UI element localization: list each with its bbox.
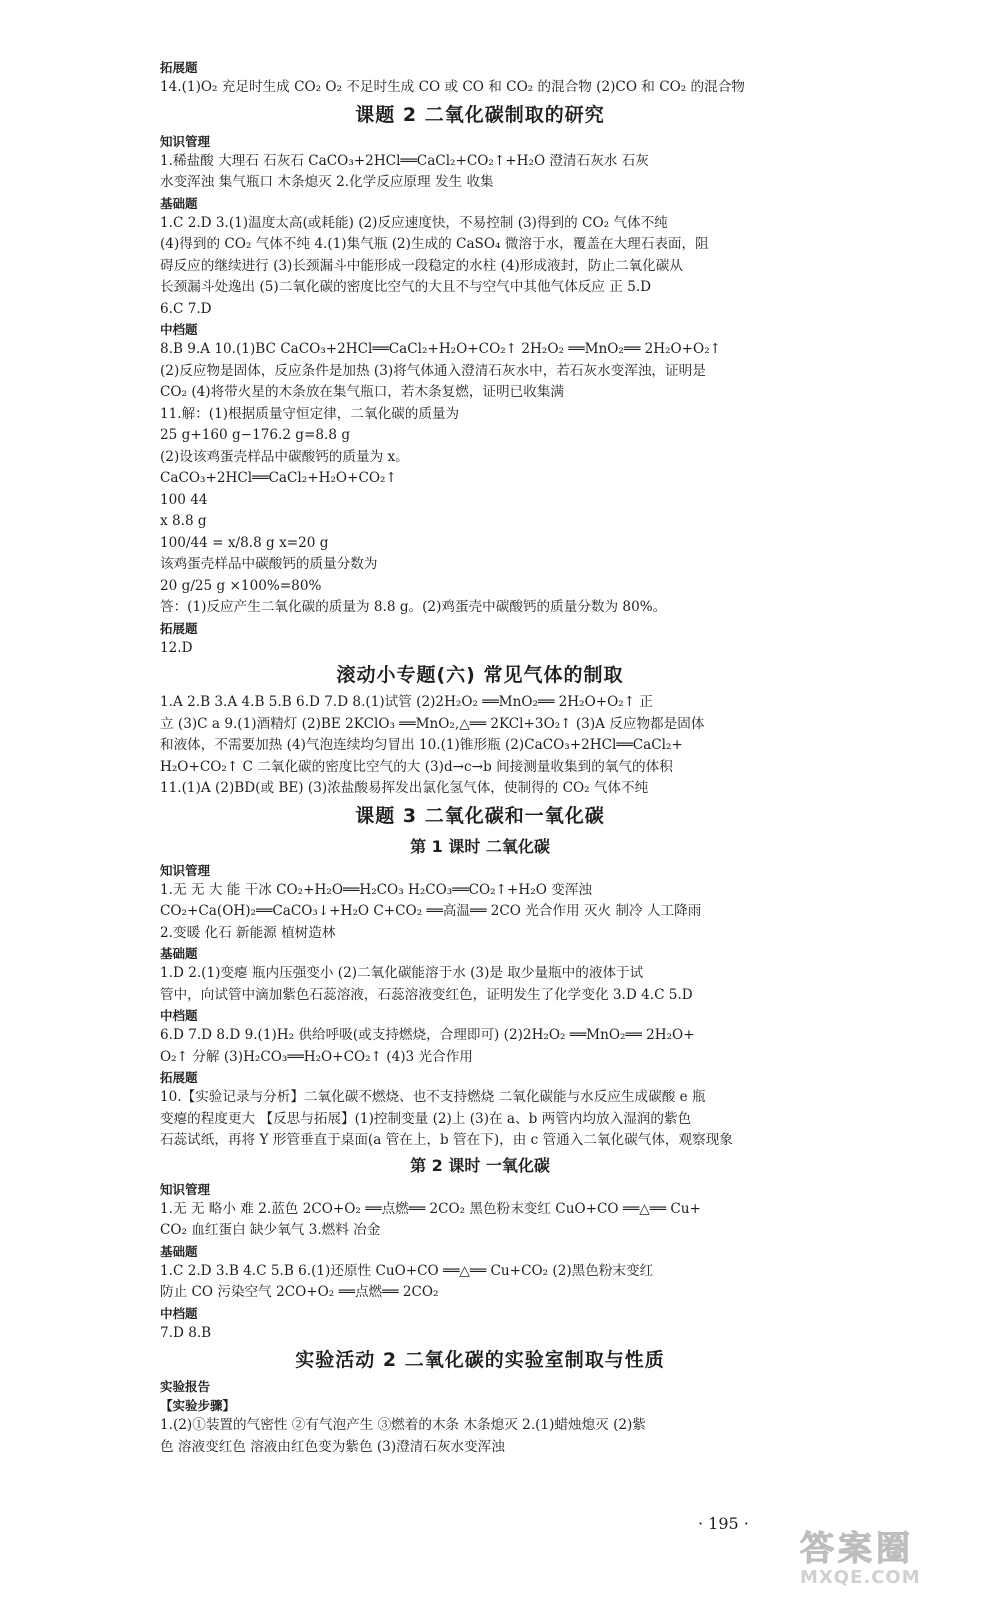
answer-line: 变瘪的程度更大 【反思与拓展】(1)控制变量 (2)上 (3)在 a、b 两管内均放入湿润的紫色 <box>160 1110 692 1127</box>
answer-line: x 8.8 g <box>160 513 207 529</box>
lesson-title: 滚动小专题(六) 常见气体的制取 <box>336 664 624 686</box>
answer-line: 11.解：(1)根据质量守恒定律，二氧化碳的质量为 <box>160 405 460 422</box>
lesson-title: 实验活动 2 二氧化碳的实验室制取与性质 <box>295 1349 665 1371</box>
watermark-bottom-text: MXQE.COM <box>800 1567 921 1588</box>
section-label: 中档题 <box>160 322 198 337</box>
period-title: 第 1 课时 二氧化碳 <box>410 836 550 856</box>
answer-line: 25 g+160 g−176.2 g=8.8 g <box>160 427 351 443</box>
lesson-title: 课题 2 二氧化碳制取的研究 <box>355 103 605 126</box>
answer-line: 1.C 2.D 3.(1)温度太高(或耗能) (2)反应速度快，不易控制 (3)得到的 CO₂ 气体不纯 <box>160 214 668 231</box>
section-label: 知识管理 <box>160 133 211 149</box>
page-number: · 195 · <box>698 1514 749 1533</box>
answer-line: 该鸡蛋壳样品中碳酸钙的质量分数为 <box>160 556 378 572</box>
section-label: 中档题 <box>160 1305 198 1321</box>
answer-line: 1.D 2.(1)变瘪 瓶内压强变小 (2)二氧化碳能溶于水 (3)是 取少量瓶中的液体于试 <box>160 965 644 981</box>
section-label: 知识管理 <box>160 862 211 878</box>
section-label: 基础题 <box>160 1243 198 1259</box>
answer-line: 石蕊试纸，再将 Y 形管垂直于桌面(a 管在上，b 管在下)，由 c 管通入二氧化碳气体，观察现象 <box>160 1132 733 1148</box>
answer-line: CO₂ (4)将带火星的木条放在集气瓶口，若木条复燃，证明已收集满 <box>160 384 565 400</box>
answer-line: 100 44 <box>160 491 208 508</box>
answer-line: 1.A 2.B 3.A 4.B 5.B 6.D 7.D 8.(1)试管 (2)2H₂O₂ ══MnO₂══ 2H₂O+O₂↑ 正 <box>160 694 654 710</box>
answer-line: 1.稀盐酸 大理石 石灰石 CaCO₃+2HCl══CaCl₂+CO₂↑+H₂O 澄清石灰水 石灰 <box>160 152 649 169</box>
lesson-title: 课题 3 二氧化碳和一氧化碳 <box>355 804 605 827</box>
answer-line: 1.C 2.D 3.B 4.C 5.B 6.(1)还原性 CuO+CO ══△══ Cu+CO₂ (2)黑色粉末变红 <box>160 1262 654 1279</box>
answer-line: 1.无 无 大 能 干冰 CO₂+H₂O══H₂CO₃ H₂CO₃══CO₂↑+H₂O 变浑浊 <box>160 881 592 898</box>
section-label: 【实验步骤】 <box>160 1398 236 1413</box>
answer-line: 色 溶液变红色 溶液由红色变为紫色 (3)澄清石灰水变浑浊 <box>160 1438 505 1455</box>
section-label: 中档题 <box>160 1008 198 1023</box>
answer-line: 和液体，不需要加热 (4)气泡连续均匀冒出 10.(1)锥形瓶 (2)CaCO₃+2HCl══CaCl₂+ <box>160 737 683 753</box>
answer-line: H₂O+CO₂↑ C 二氧化碳的密度比空气的大 (3)d→c→b 间接测量收集到的氧气的体积 <box>160 758 673 775</box>
answer-line: 立 (3)C a 9.(1)酒精灯 (2)BE 2KClO₃ ══MnO₂,△══ 2KCl+3O₂↑ (3)A 反应物都是固体 <box>160 715 705 732</box>
answer-line: 1.无 无 略小 难 2.蓝色 2CO+O₂ ══点燃══ 2CO₂ 黑色粉末变红 CuO+CO ══△══ Cu+ <box>160 1200 701 1217</box>
answer-line: (2)设该鸡蛋壳样品中碳酸钙的质量为 x。 <box>160 448 409 465</box>
answer-line: 10.【实验记录与分析】二氧化碳不燃烧、也不支持燃烧 二氧化碳能与水反应生成碳酸 e 瓶 <box>160 1089 706 1105</box>
answer-line: 管中，向试管中滴加紫色石蕊溶液，石蕊溶液变红色，证明发生了化学变化 3.D 4.C 5.D <box>160 986 693 1003</box>
answer-line: CaCO₃+2HCl══CaCl₂+H₂O+CO₂↑ <box>160 470 397 486</box>
answer-line: 8.B 9.A 10.(1)BC CaCO₃+2HCl══CaCl₂+H₂O+CO₂↑ 2H₂O₂ ══MnO₂══ 2H₂O+O₂↑ <box>160 341 722 357</box>
answer-line: (4)得到的 CO₂ 气体不纯 4.(1)集气瓶 (2)生成的 CaSO₄ 微溶于水，覆盖在大理石表面，阻 <box>160 236 709 252</box>
section-label: 拓展题 <box>160 620 198 636</box>
answer-line: 11.(1)A (2)BD(或 BE) (3)浓盐酸易挥发出氯化氢气体，使制得的 CO₂ 气体不纯 <box>160 780 649 796</box>
section-label: 实验报告 <box>160 1379 211 1394</box>
answer-line: 1.(2)①装置的气密性 ②有气泡产生 ③燃着的木条 木条熄灭 2.(1)蜡烛熄灭 (2)紫 <box>160 1417 646 1433</box>
answer-line: 长颈漏斗处逸出 (5)二氧化碳的密度比空气的大且不与空气中其他气体反应 正 5.D <box>160 279 652 295</box>
answer-line: 20 g/25 g ×100%=80% <box>160 577 322 594</box>
answer-line: 防止 CO 污染空气 2CO+O₂ ══点燃══ 2CO₂ <box>160 1284 439 1300</box>
watermark-logo <box>800 1530 975 1592</box>
answer-line: CO₂+Ca(OH)₂══CaCO₃↓+H₂O C+CO₂ ══高温══ 2CO 光合作用 灭火 制冷 人工降雨 <box>160 903 702 919</box>
answer-line: 2.变暖 化石 新能源 植树造林 <box>160 924 336 941</box>
section-label: 知识管理 <box>160 1181 211 1197</box>
answer-line: 6.C 7.D <box>160 300 212 317</box>
answer-line: O₂↑ 分解 (3)H₂CO₃══H₂O+CO₂↑ (4)3 光合作用 <box>160 1048 473 1065</box>
answer-line: 答：(1)反应产生二氧化碳的质量为 8.8 g。(2)鸡蛋壳中碳酸钙的质量分数为 80%。 <box>160 599 667 615</box>
section-label: 拓展题 <box>160 1070 198 1085</box>
answer-line: 12.D <box>160 639 193 656</box>
watermark-top-text: 答案圈 <box>800 1529 914 1569</box>
period-title: 第 2 课时 一氧化碳 <box>410 1155 550 1175</box>
answer-line: 7.D 8.B <box>160 1324 212 1341</box>
answer-line: 14.(1)O₂ 充足时生成 CO₂ O₂ 不足时生成 CO 或 CO 和 CO₂ 的混合物 (2)CO 和 CO₂ 的混合物 <box>160 79 745 95</box>
section-label: 基础题 <box>160 946 198 961</box>
answer-line: CO₂ 血红蛋白 缺少氧气 3.燃料 冶金 <box>160 1222 381 1238</box>
answer-line: 水变浑浊 集气瓶口 木条熄灭 2.化学反应原理 发生 收集 <box>160 174 494 190</box>
section-label: 拓展题 <box>160 60 198 75</box>
answer-line: 碍反应的继续进行 (3)长颈漏斗中能形成一段稳定的水柱 (4)形成液封，防止二氧化碳从 <box>160 257 683 274</box>
answer-line: 100/44 = x/8.8 g x=20 g <box>160 534 329 551</box>
section-label: 基础题 <box>160 195 198 211</box>
answer-line: 6.D 7.D 8.D 9.(1)H₂ 供给呼吸(或支持燃烧，合理即可) (2)2H₂O₂ ══MnO₂══ 2H₂O+ <box>160 1027 695 1043</box>
answer-line: (2)反应物是固体，反应条件是加热 (3)将气体通入澄清石灰水中，若石灰水变浑浊，证明是 <box>160 362 706 379</box>
answer-page <box>160 58 800 1458</box>
